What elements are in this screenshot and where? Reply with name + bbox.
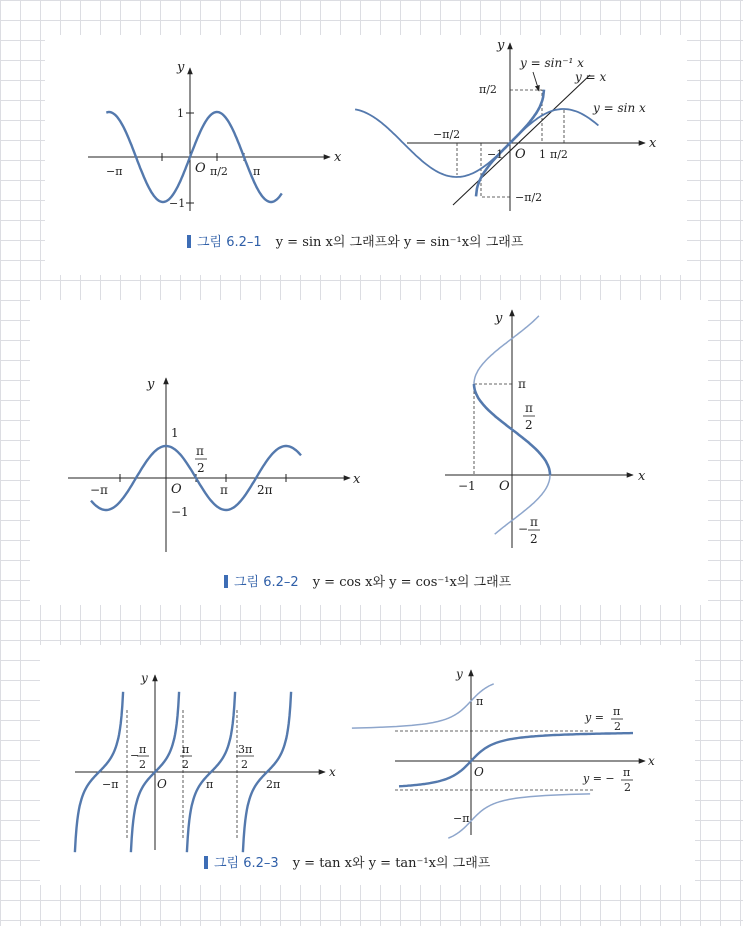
- origin-label: O: [195, 161, 206, 176]
- tick-pi-half: π/2: [210, 165, 228, 178]
- asymptote-upper-prefix: y =: [585, 711, 604, 724]
- asymptote-lower-den: 2: [624, 781, 631, 794]
- y-axis-label: y: [177, 60, 185, 75]
- tick-neg-pi-half-den: 2: [530, 532, 538, 546]
- tick-one: 1: [539, 148, 546, 161]
- origin-label: O: [171, 482, 182, 497]
- tick-three-pi-half-num: 3π: [238, 743, 253, 756]
- caption-text: y = cos x와 y = cos⁻¹x의 그래프: [312, 575, 512, 590]
- tick-two-pi: 2π: [257, 483, 273, 497]
- tick-pi-half-num: π: [196, 444, 204, 458]
- y-axis-label: y: [495, 311, 503, 326]
- origin-label: O: [474, 765, 484, 779]
- tick-pi-half-x: π/2: [550, 148, 568, 161]
- tick-one: 1: [171, 426, 179, 440]
- tick-pi: π: [220, 483, 228, 497]
- arctan-graph: [352, 667, 655, 838]
- tick-neg-pi-half-num: π: [139, 743, 147, 756]
- tick-neg-pi-half-x: −π/2: [433, 128, 461, 141]
- tan-curve-rotated-upper: [352, 684, 494, 728]
- tick-neg-pi: −π: [102, 778, 119, 791]
- tick-pi: π: [206, 778, 214, 791]
- tick-pi-half-den: 2: [182, 758, 189, 771]
- identity-label: y = x: [575, 70, 607, 84]
- asymptote-lower-num: π: [623, 766, 631, 779]
- figure-6-2-2-panel: [30, 300, 708, 605]
- figure-6-2-3-panel: [40, 645, 695, 885]
- y-axis-label: y: [456, 667, 463, 681]
- figure-number: 그림 6.2–1: [197, 235, 262, 250]
- tick-pi-half-num: π: [182, 743, 190, 756]
- tick-one: 1: [177, 107, 184, 120]
- figure-6-2-3: [40, 645, 695, 885]
- identity-line: [453, 75, 590, 205]
- figure-number: 그림 6.2–2: [234, 575, 299, 590]
- arcsin-pointer: [533, 72, 539, 91]
- tick-neg-pi: −π: [106, 165, 123, 178]
- x-axis-label: x: [334, 150, 342, 165]
- cos-graph: [68, 377, 361, 552]
- tick-pi-half-num: π: [525, 401, 533, 415]
- x-axis-label: x: [329, 765, 336, 779]
- tick-pi: π: [518, 377, 526, 391]
- x-axis-label: x: [649, 136, 657, 151]
- arcsin-graph: [355, 38, 657, 211]
- asymptote-lower-prefix: y = −: [583, 772, 615, 785]
- tick-neg-pi-half-num: π: [530, 515, 538, 529]
- asymptote-upper-den: 2: [614, 720, 621, 733]
- tick-minus: −: [130, 749, 140, 762]
- tick-three-pi-half-den: 2: [241, 758, 248, 771]
- asymptote-upper-num: π: [613, 705, 621, 718]
- figure-caption: [224, 571, 511, 590]
- tick-neg-one: −1: [458, 479, 476, 493]
- origin-label: O: [499, 479, 510, 494]
- tick-pi: π: [476, 695, 484, 708]
- tan-curve-rotated-lower: [448, 794, 590, 838]
- tick-neg-pi-half-y: −π/2: [515, 191, 543, 204]
- figure-caption: [187, 231, 523, 250]
- x-axis-label: x: [638, 469, 646, 484]
- sin-graph: [88, 60, 342, 211]
- arcsin-label: y = sin⁻¹ x: [520, 56, 584, 70]
- y-axis-label: y: [141, 671, 148, 685]
- caption-marker: [187, 235, 191, 248]
- figure-caption: [204, 852, 490, 871]
- tick-pi: π: [253, 165, 261, 178]
- tick-neg-pi: −π: [453, 812, 470, 825]
- arccos-graph: [445, 310, 646, 548]
- y-axis-label: y: [497, 38, 505, 53]
- tick-neg-pi-half-den: 2: [139, 758, 146, 771]
- caption-marker: [224, 575, 228, 588]
- x-axis-label: x: [648, 754, 655, 768]
- origin-label: O: [157, 777, 167, 791]
- tick-minus: −: [518, 522, 529, 536]
- figure-6-2-2: [30, 300, 708, 605]
- tick-neg-one: −1: [171, 505, 189, 519]
- caption-text: y = tan x와 y = tan⁻¹x의 그래프: [292, 856, 491, 871]
- tick-neg-pi: −π: [90, 483, 108, 497]
- origin-label: O: [515, 147, 526, 162]
- tick-pi-half-y: π/2: [479, 83, 497, 96]
- tick-pi-half-den: 2: [197, 461, 205, 475]
- tick-pi-half-den: 2: [525, 418, 533, 432]
- sin-label: y = sin x: [593, 101, 646, 115]
- caption-text: y = sin x의 그래프와 y = sin⁻¹x의 그래프: [275, 235, 524, 250]
- x-axis-label: x: [353, 472, 361, 487]
- y-axis-label: y: [147, 377, 155, 392]
- tick-neg-one: −1: [487, 148, 504, 161]
- tan-graph: [75, 671, 336, 852]
- figure-number: 그림 6.2–3: [214, 856, 279, 871]
- tick-neg-one: −1: [169, 197, 186, 210]
- tick-two-pi: 2π: [266, 778, 281, 791]
- caption-marker: [204, 856, 208, 869]
